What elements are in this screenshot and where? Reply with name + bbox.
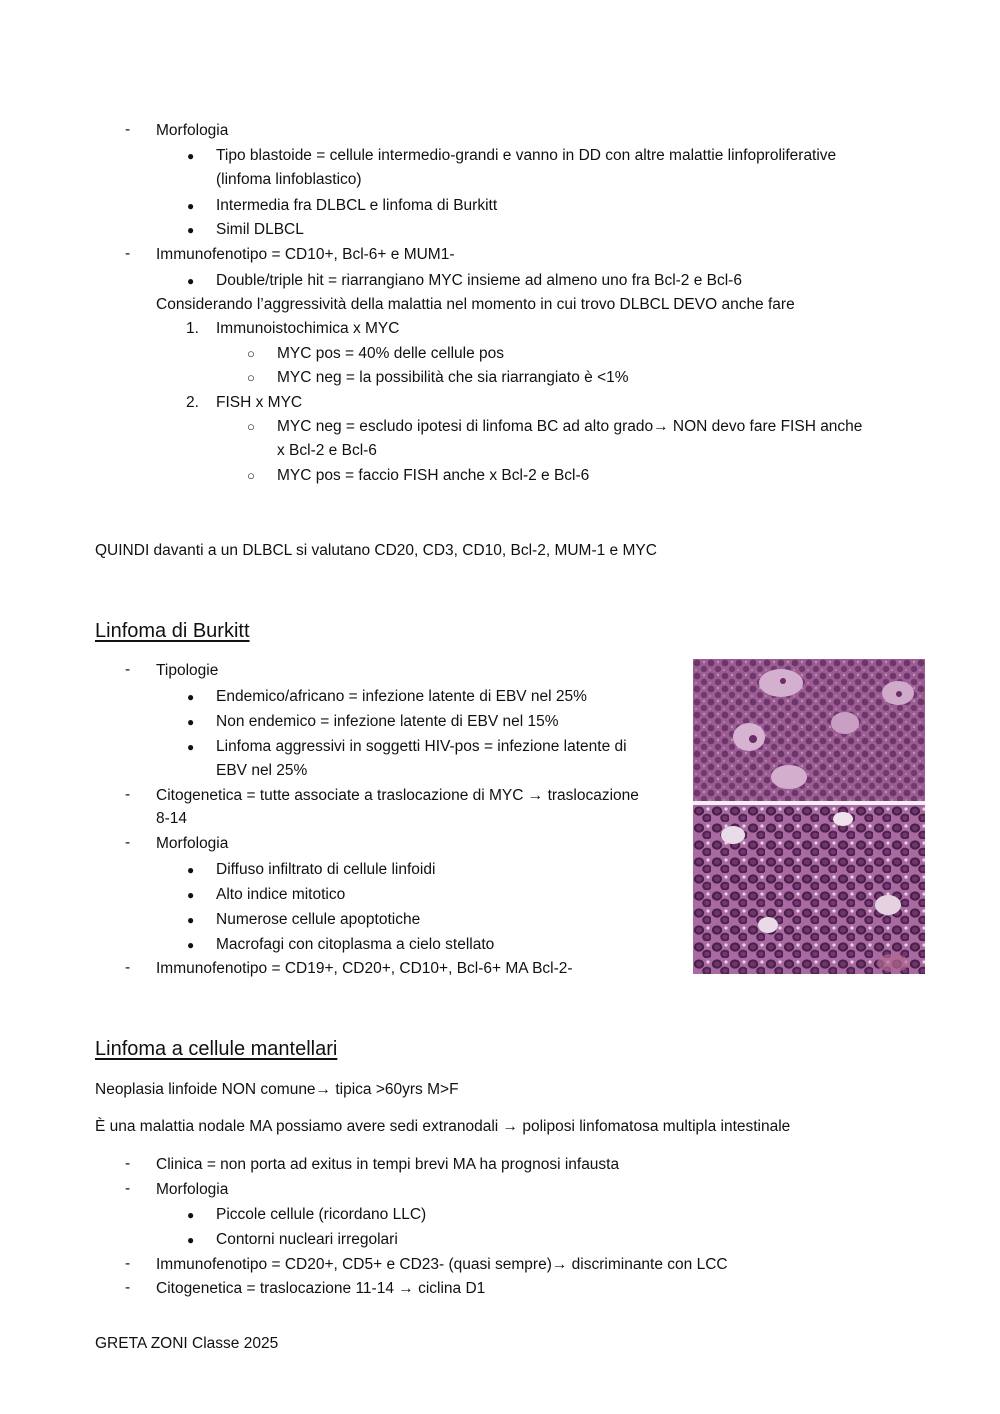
bullet: ● — [187, 149, 195, 163]
list-item: Double/triple hit = riarrangiano MYC insieme ad almeno uno fra Bcl-2 e Bcl-6 — [216, 272, 742, 289]
bullet: ● — [187, 1233, 195, 1247]
list-item: Piccole cellule (ricordano LLC) — [216, 1206, 427, 1223]
step-number: 2. — [186, 394, 199, 411]
immunofenotipo-line: Immunofenotipo = CD19+, CD20+, CD10+, Bcl-6+ MA Bcl-2- — [156, 960, 573, 977]
list-item: Simil DLBCL — [216, 221, 304, 238]
list-dash: - — [125, 1155, 131, 1172]
list-item: Contorni nucleari irregolari — [216, 1231, 398, 1248]
bullet: ● — [187, 690, 195, 704]
circle-bullet: ○ — [247, 468, 255, 483]
bullet: ● — [187, 1208, 195, 1222]
bullet: ● — [187, 913, 195, 927]
micrograph-bottom-panel — [693, 805, 925, 974]
bullet: ● — [187, 938, 195, 952]
circle-bullet: ○ — [247, 370, 255, 385]
bullet: ● — [187, 274, 195, 288]
step-number: 1. — [186, 320, 199, 337]
list-dash: - — [125, 661, 131, 678]
list-item: Diffuso infiltrato di cellule linfoidi — [216, 861, 436, 878]
section-heading-burkitt: Linfoma di Burkitt — [95, 620, 250, 642]
tipologie-label: Tipologie — [156, 662, 219, 679]
bullet: ● — [187, 199, 195, 213]
list-item-continuation: EBV nel 25% — [216, 762, 308, 779]
list-item: Alto indice mitotico — [216, 886, 346, 903]
bullet: ● — [187, 863, 195, 877]
list-item: Linfoma aggressivi in soggetti HIV-pos = infezione latente di — [216, 738, 627, 755]
sub-list-item-continuation: x Bcl-2 e Bcl-6 — [277, 442, 377, 459]
list-dash: - — [125, 1279, 131, 1296]
clinica-line: Clinica = non porta ad exitus in tempi brevi MA ha prognosi infausta — [156, 1156, 620, 1173]
list-dash: - — [125, 1255, 131, 1272]
citogenetica-line: Citogenetica = traslocazione 11-14 → ciclina D1 — [156, 1280, 486, 1297]
morfologia-label: Morfologia — [156, 835, 229, 852]
list-item: Numerose cellule apoptotiche — [216, 911, 421, 928]
list-dash: - — [125, 1180, 131, 1197]
list-dash: - — [125, 121, 131, 138]
list-dash: - — [125, 834, 131, 851]
list-item: Non endemico = infezione latente di EBV nel 15% — [216, 713, 559, 730]
micrograph-top-panel — [693, 659, 925, 801]
section-heading-mantellari: Linfoma a cellule mantellari — [95, 1038, 338, 1060]
morfologia-label: Morfologia — [156, 122, 229, 139]
bullet: ● — [187, 740, 195, 754]
list-item: Macrofagi con citoplasma a cielo stellato — [216, 936, 495, 953]
page-footer: GRETA ZONI Classe 2025 — [95, 1335, 279, 1352]
paragraph: Considerando l’aggressività della malattia nel momento in cui trovo DLBCL DEVO anche fare — [156, 296, 795, 313]
list-dash: - — [125, 786, 131, 803]
list-item-continuation: (linfoma linfoblastico) — [216, 171, 362, 188]
bullet: ● — [187, 715, 195, 729]
list-dash: - — [125, 245, 131, 262]
sub-list-item: MYC neg = escludo ipotesi di linfoma BC ad alto grado→ NON devo fare FISH anche — [277, 418, 863, 435]
citogenetica-line: Citogenetica = tutte associate a traslocazione di MYC → traslocazione — [156, 787, 639, 804]
step-label: FISH x MYC — [216, 394, 303, 411]
sub-list-item: MYC pos = 40% delle cellule pos — [277, 345, 505, 362]
circle-bullet: ○ — [247, 346, 255, 361]
bullet: ● — [187, 223, 195, 237]
citogenetica-continuation: 8-14 — [156, 810, 188, 827]
bullet: ● — [187, 888, 195, 902]
morfologia-label: Morfologia — [156, 1181, 229, 1198]
sub-list-item: MYC neg = la possibilità che sia riarrangiato è <1% — [277, 369, 629, 386]
step-label: Immunoistochimica x MYC — [216, 320, 400, 337]
immunofenotipo-line: Immunofenotipo = CD10+, Bcl-6+ e MUM1- — [156, 246, 455, 263]
list-dash: - — [125, 959, 131, 976]
list-item: Tipo blastoide = cellule intermedio-grandi e vanno in DD con altre malattie linfoproliferative — [216, 147, 837, 164]
histology-micrograph — [693, 659, 925, 974]
immunofenotipo-line: Immunofenotipo = CD20+, CD5+ e CD23- (quasi sempre)→ discriminante con LCC — [156, 1256, 728, 1273]
summary-paragraph: QUINDI davanti a un DLBCL si valutano CD20, CD3, CD10, Bcl-2, MUM-1 e MYC — [95, 542, 657, 559]
list-item: Endemico/africano = infezione latente di EBV nel 25% — [216, 688, 587, 705]
sub-list-item: MYC pos = faccio FISH anche x Bcl-2 e Bcl-6 — [277, 467, 590, 484]
paragraph: È una malattia nodale MA possiamo avere sedi extranodali → poliposi linfomatosa multipla intestinale — [95, 1118, 791, 1135]
list-item: Intermedia fra DLBCL e linfoma di Burkitt — [216, 197, 498, 214]
circle-bullet: ○ — [247, 419, 255, 434]
paragraph: Neoplasia linfoide NON comune→ tipica >60yrs M>F — [95, 1081, 459, 1098]
